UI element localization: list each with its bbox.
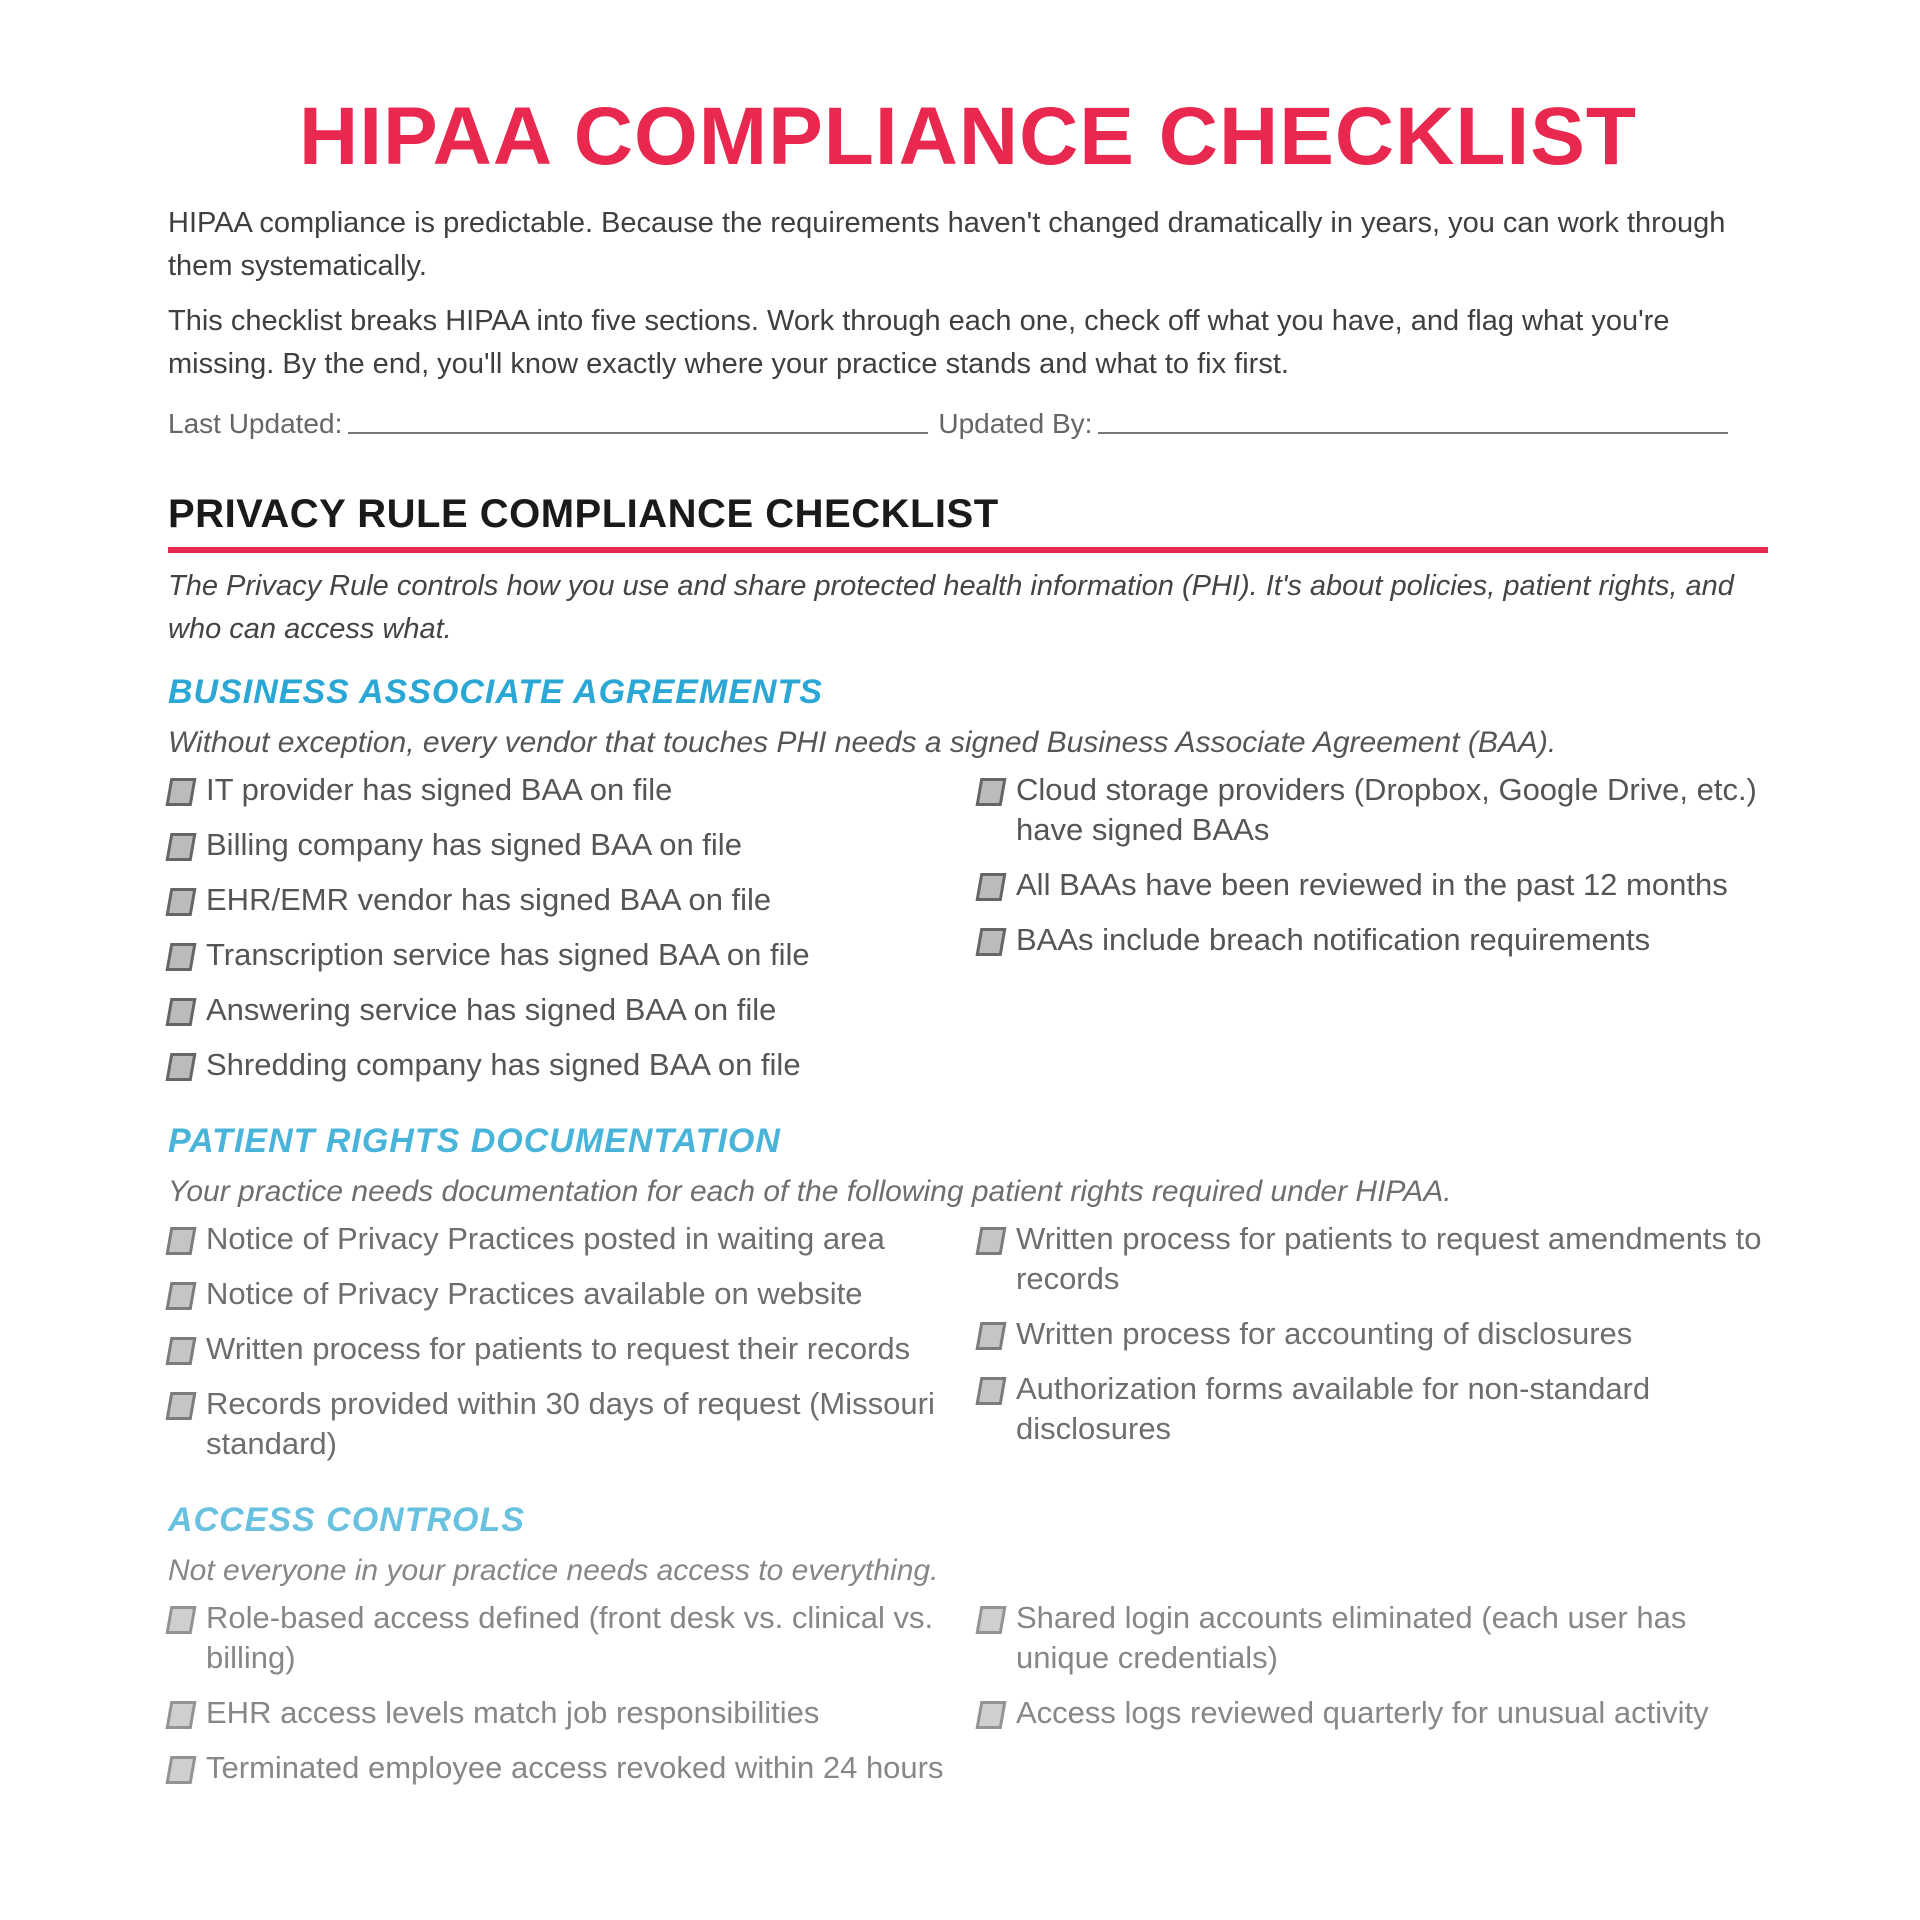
checklist-item[interactable]: [978, 1369, 1768, 1449]
checklist-item[interactable]: [168, 1329, 978, 1369]
privacy-section-desc: The Privacy Rule controls how you use and share protected health information (PHI). It's about policies, patient rights, and who can access what.: [168, 570, 1734, 645]
item-label: BAAs include breach notification requirements: [1016, 922, 1651, 957]
checkbox-icon[interactable]: [166, 1227, 197, 1255]
baa-items: [168, 770, 1768, 1100]
intro: [168, 202, 1768, 386]
checklist-item[interactable]: [978, 1693, 1768, 1733]
item-label: Written process for patients to request amendments to records: [1016, 1221, 1762, 1296]
checklist-page: [168, 70, 1768, 1803]
item-label: IT provider has signed BAA on file: [206, 772, 673, 807]
checklist-item[interactable]: [168, 1748, 978, 1788]
checkbox-icon[interactable]: [166, 1392, 197, 1420]
updated-by-label: Updated By:: [938, 408, 1093, 439]
item-label: Shared login accounts eliminated (each user has unique credentials): [1016, 1600, 1687, 1675]
item-label: Cloud storage providers (Dropbox, Google Drive, etc.) have signed BAAs: [1016, 772, 1757, 847]
item-label: EHR/EMR vendor has signed BAA on file: [206, 882, 772, 917]
rights-items: [168, 1219, 1768, 1479]
rights-title: PATIENT RIGHTS DOCUMENTATION: [168, 1122, 781, 1160]
checklist-item[interactable]: [168, 770, 978, 810]
checklist-item[interactable]: [168, 880, 978, 920]
item-label: Access logs reviewed quarterly for unusual activity: [1016, 1695, 1709, 1730]
intro-paragraph: This checklist breaks HIPAA into five sections. Work through each one, check off what you have, and flag what you're missing. By the end, you'll know exactly where your practice stands and what to fix first.: [168, 305, 1670, 380]
checkbox-icon[interactable]: [166, 1701, 197, 1729]
item-label: Role-based access defined (front desk vs. clinical vs. billing): [206, 1600, 934, 1675]
checkbox-icon[interactable]: [976, 778, 1007, 806]
item-label: Authorization forms available for non-standard disclosures: [1016, 1371, 1651, 1446]
checklist-item[interactable]: [978, 1598, 1768, 1678]
checkbox-icon[interactable]: [166, 1053, 197, 1081]
item-label: Shredding company has signed BAA on file: [206, 1047, 801, 1082]
checklist-item[interactable]: [168, 1045, 978, 1085]
checkbox-icon[interactable]: [976, 1606, 1007, 1634]
last-updated-field[interactable]: [348, 432, 928, 434]
item-label: Notice of Privacy Practices available on website: [206, 1276, 863, 1311]
intro-paragraph: HIPAA compliance is predictable. Because the requirements haven't changed dramatically in years, you can work through them systematically.: [168, 207, 1726, 282]
access-items: [168, 1598, 1768, 1803]
updated-by-field[interactable]: [1098, 432, 1728, 434]
checklist-item[interactable]: [168, 1384, 978, 1464]
baa-desc: Without exception, every vendor that touches PHI needs a signed Business Associate Agreement (BAA).: [168, 726, 1557, 759]
checklist-item[interactable]: [978, 1219, 1768, 1299]
checkbox-icon[interactable]: [976, 1227, 1007, 1255]
checkbox-icon[interactable]: [166, 998, 197, 1026]
item-label: Terminated employee access revoked within 24 hours: [206, 1750, 944, 1785]
item-label: Notice of Privacy Practices posted in waiting area: [206, 1221, 885, 1256]
checklist-item[interactable]: [978, 865, 1768, 905]
checkbox-icon[interactable]: [166, 778, 197, 806]
baa-title: BUSINESS ASSOCIATE AGREEMENTS: [168, 673, 823, 711]
item-label: Billing company has signed BAA on file: [206, 827, 742, 862]
access-title: ACCESS CONTROLS: [168, 1501, 525, 1539]
access-desc: Not everyone in your practice needs access to everything.: [168, 1554, 939, 1587]
checkbox-icon[interactable]: [976, 928, 1007, 956]
checklist-item[interactable]: [978, 920, 1768, 960]
page-title: HIPAA COMPLIANCE CHECKLIST: [299, 91, 1637, 182]
privacy-section-title: PRIVACY RULE COMPLIANCE CHECKLIST: [168, 492, 1768, 553]
item-label: EHR access levels match job responsibilities: [206, 1695, 820, 1730]
checklist-item[interactable]: [978, 1314, 1768, 1354]
checkbox-icon[interactable]: [166, 1606, 197, 1634]
checklist-item[interactable]: [168, 1219, 978, 1259]
item-label: All BAAs have been reviewed in the past 12 months: [1016, 867, 1728, 902]
item-label: Answering service has signed BAA on file: [206, 992, 777, 1027]
item-label: Written process for patients to request their records: [206, 1331, 911, 1366]
checklist-item[interactable]: [168, 935, 978, 975]
checkbox-icon[interactable]: [166, 833, 197, 861]
meta-fields: [168, 408, 1768, 440]
checkbox-icon[interactable]: [976, 873, 1007, 901]
checklist-item[interactable]: [168, 1598, 978, 1678]
checklist-item[interactable]: [168, 1693, 978, 1733]
checkbox-icon[interactable]: [976, 1701, 1007, 1729]
rights-desc: Your practice needs documentation for each of the following patient rights required under HIPAA.: [168, 1175, 1452, 1208]
checkbox-icon[interactable]: [166, 888, 197, 916]
checklist-item[interactable]: [168, 990, 978, 1030]
item-label: Written process for accounting of disclosures: [1016, 1316, 1633, 1351]
checkbox-icon[interactable]: [976, 1377, 1007, 1405]
checkbox-icon[interactable]: [166, 1282, 197, 1310]
checkbox-icon[interactable]: [166, 1756, 197, 1784]
item-label: Records provided within 30 days of request (Missouri standard): [206, 1386, 935, 1461]
checkbox-icon[interactable]: [166, 1337, 197, 1365]
checklist-item[interactable]: [168, 825, 978, 865]
checklist-item[interactable]: [168, 1274, 978, 1314]
checklist-item[interactable]: [978, 770, 1768, 850]
last-updated-label: Last Updated:: [168, 408, 343, 439]
checkbox-icon[interactable]: [976, 1322, 1007, 1350]
checkbox-icon[interactable]: [166, 943, 197, 971]
item-label: Transcription service has signed BAA on file: [206, 937, 810, 972]
